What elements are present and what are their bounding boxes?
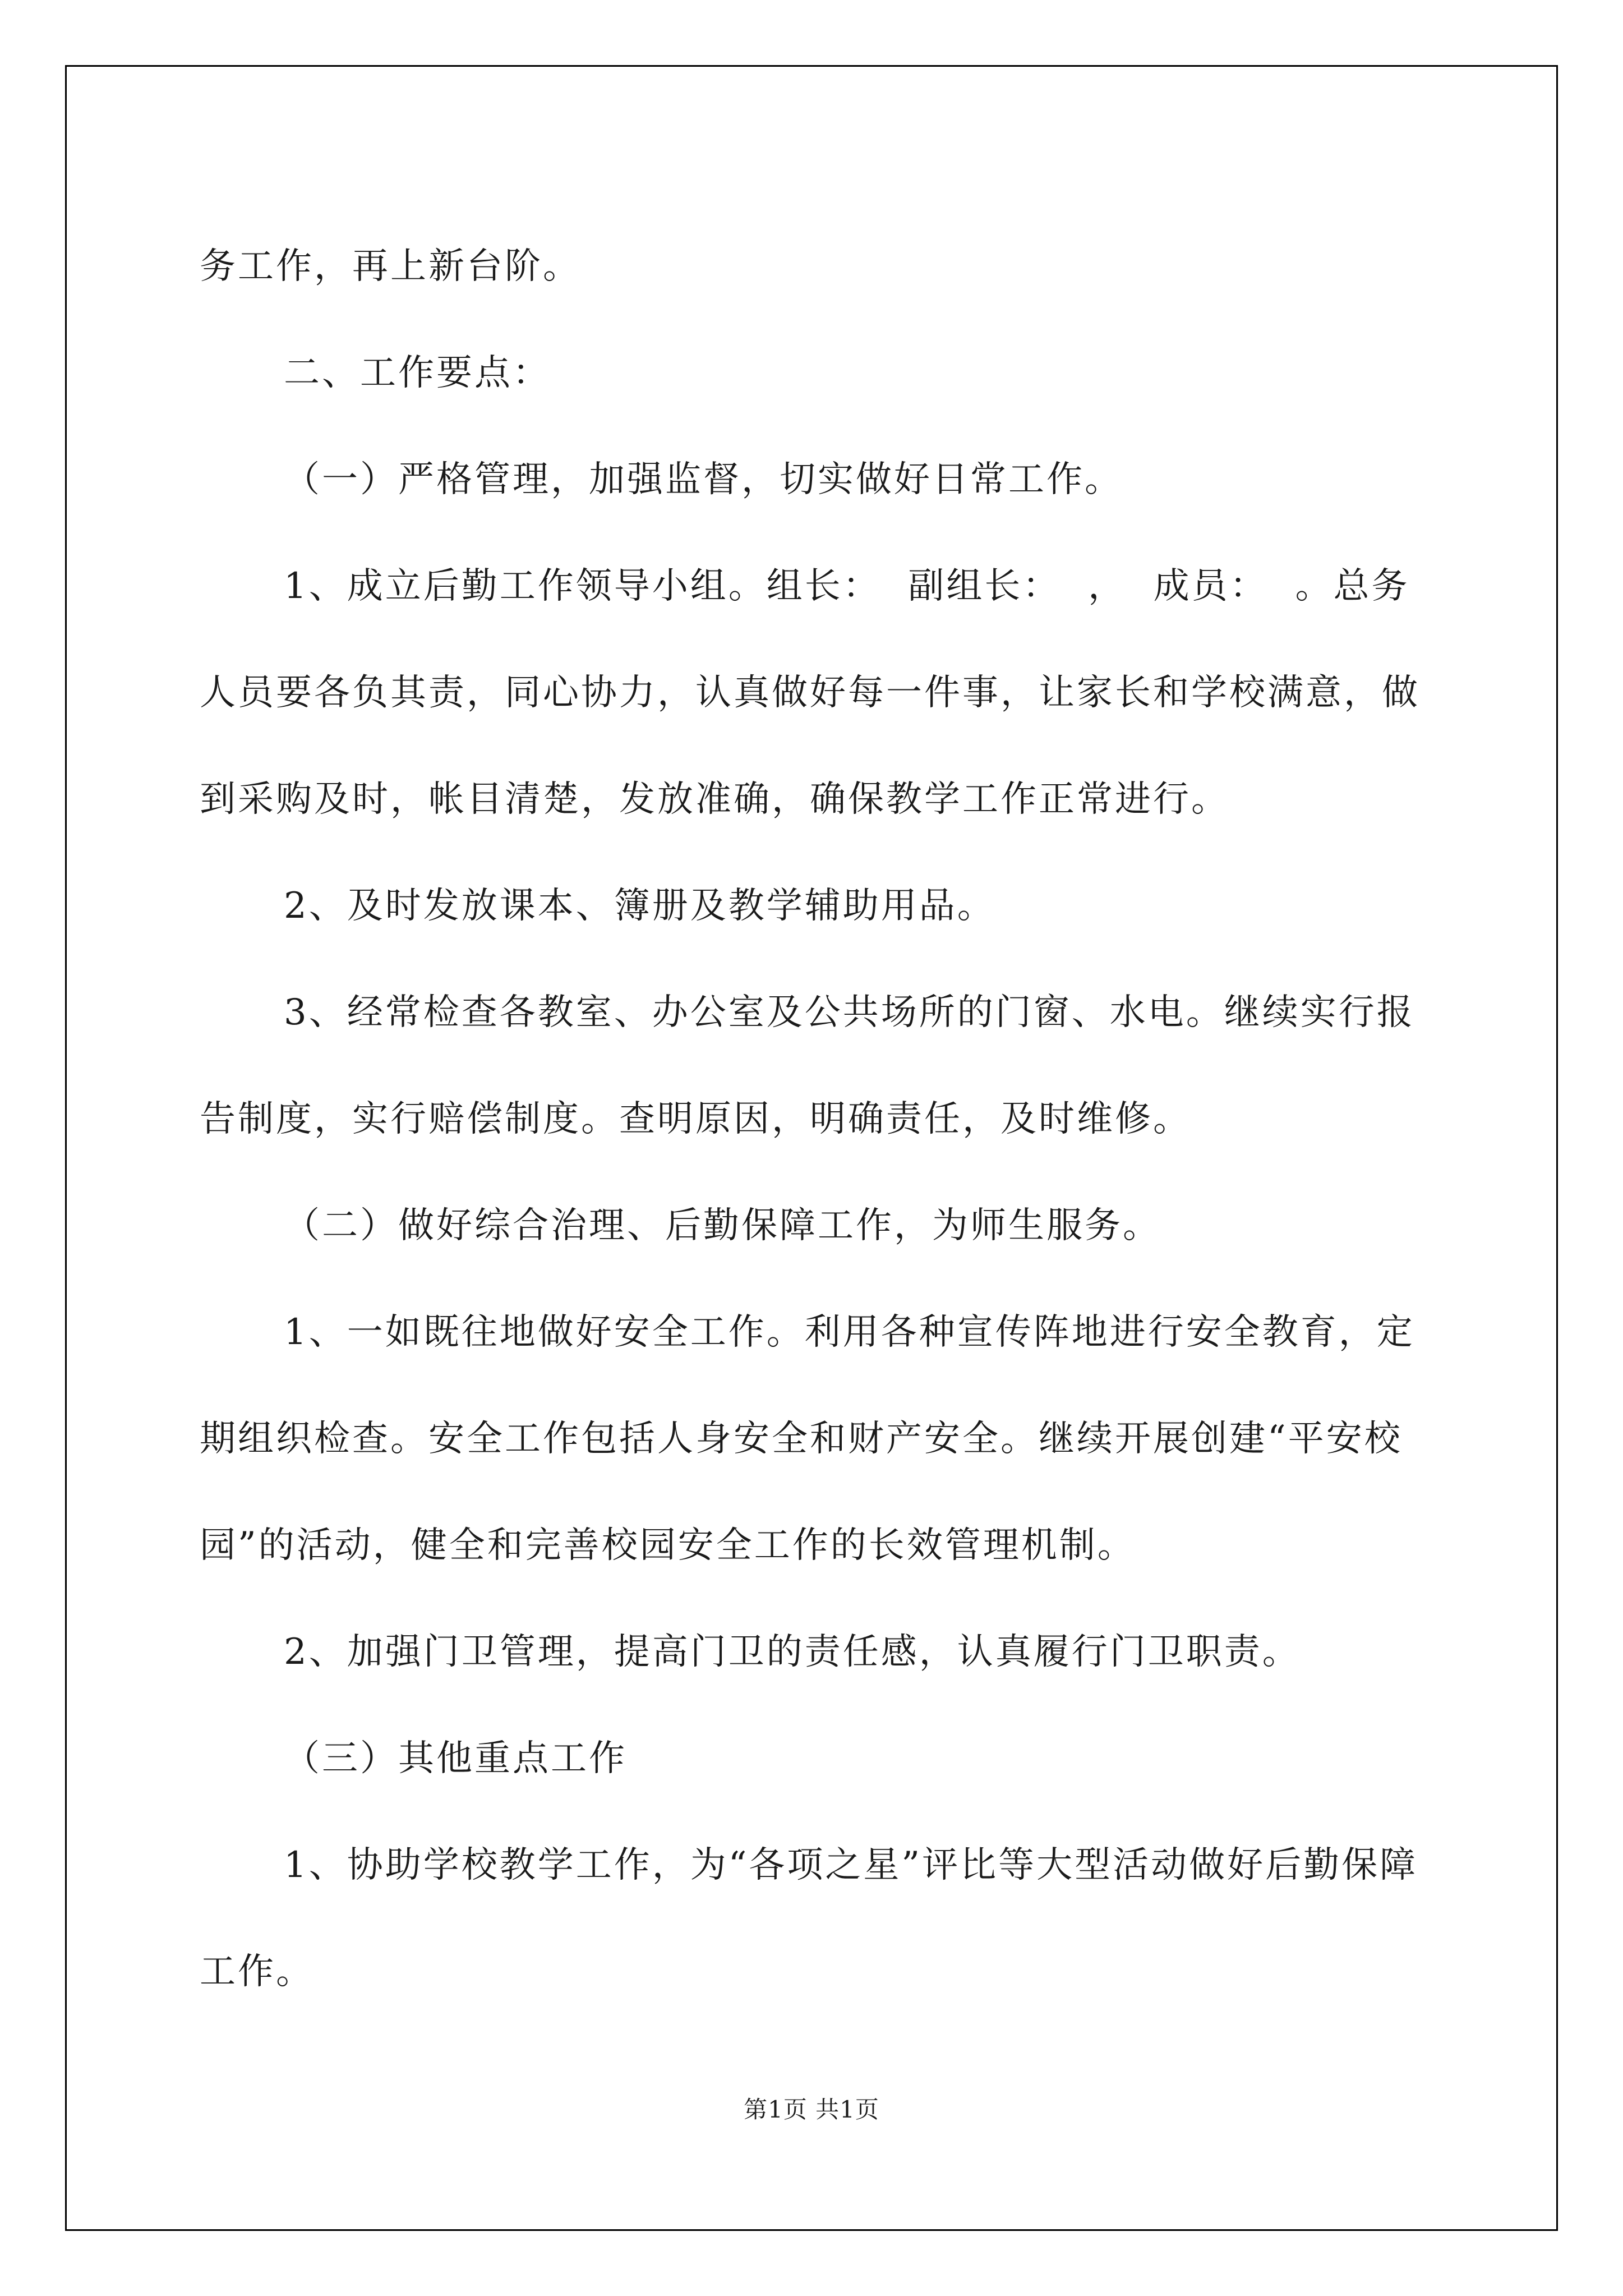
- paragraph: 务工作，再上新台阶。: [200, 246, 581, 287]
- paragraph: 二、工作要点：: [284, 352, 551, 394]
- paragraph: 3、经常检查各教室、办公室及公共场所的门窗、水电。继续实行报告制度，实行赔偿制度。查明原因，明确责任，及时维修。: [200, 992, 1415, 1140]
- paragraph: 2、及时发放课本、簿册及教学辅助用品。: [284, 885, 995, 927]
- paragraph: （一）严格管理，加强监督，切实做好日常工作。: [284, 459, 1123, 500]
- paragraph: 1、协助学校教学工作，为“各项之星”评比等大型活动做好后勤保障工作。: [200, 1844, 1418, 1993]
- paragraph: 2、加强门卫管理，提高门卫的责任感，认真履行门卫职责。: [284, 1631, 1301, 1673]
- page-number: 第1页 共1页: [744, 2096, 879, 2123]
- paragraph: （三）其他重点工作: [284, 1738, 627, 1779]
- document-body: [200, 213, 1428, 2025]
- paragraph: 1、一如既往地做好安全工作。利用各种宣传阵地进行安全教育，定期组织检查。安全工作包括人身安全和财产安全。继续开展创建“平安校园”的活动，健全和完善校园安全工作的长效管理机制。: [200, 1312, 1415, 1566]
- paragraph: 1、成立后勤工作领导小组。组长： 副组长： ， 成员： 。总务人员要各负其责，同心协力，认真做好每一件事，让家长和学校满意，做到采购及时，帐目清楚，发放准确，确保教学工作正常进行。: [200, 565, 1420, 820]
- paragraph: （二）做好综合治理、后勤保障工作，为师生服务。: [284, 1205, 1161, 1246]
